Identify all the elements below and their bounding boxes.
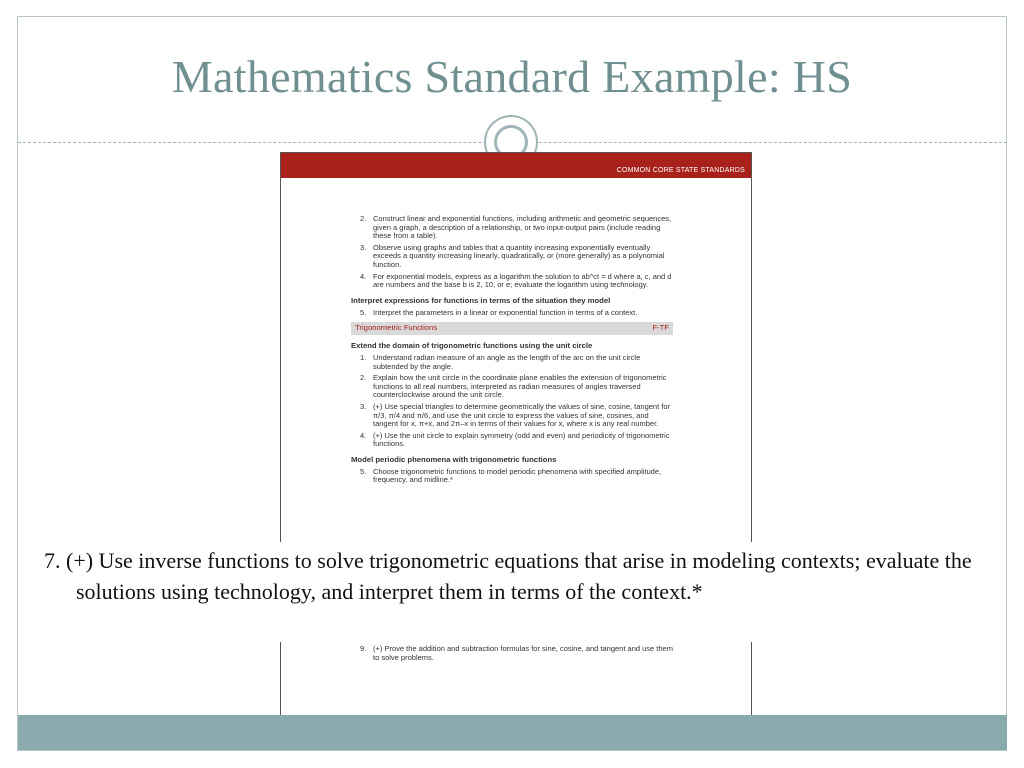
list-item [351, 309, 673, 318]
item-number: 3. [360, 242, 367, 252]
item-number: 9. [360, 644, 367, 653]
list-item [351, 374, 673, 400]
list-item [351, 432, 673, 449]
item-number: 4. [360, 271, 367, 281]
item-number: 5. [360, 307, 367, 317]
list-item [351, 244, 673, 270]
section-heading: Extend the domain of trigonometric functions using the unit circle [351, 340, 593, 350]
item-text: (+) Use special triangles to determine geometrically the values of sine, cosine, tangent for π/3, π/4 and π/6, and use the unit circle to express the values of sine, cosines, and tangent for x, π+x, and 2π–x in terms of their values for x, where x is any real number. [373, 401, 671, 429]
callout-text: 7. (+) Use inverse functions to solve trigonometric equations that arise in modeling contexts; evaluate the solutions using technology, and interpret them in terms of the context.* [44, 548, 972, 604]
document-header-label: COMMON CORE STATE STANDARDS [616, 167, 745, 174]
footer-bar [18, 715, 1007, 750]
document-header [281, 153, 751, 178]
slide-title: Mathematics Standard Example: HS [171, 51, 853, 102]
domain-band [351, 322, 673, 335]
item-number: 3. [360, 401, 367, 411]
list-item [351, 273, 673, 290]
item-text: Explain how the unit circle in the coordinate plane enables the extension of trigonometric functions to all real numbers, interpreted as radian measures of angles traversed counterclockwise around the unit circle. [373, 373, 667, 400]
item-number: 2. [360, 214, 367, 223]
item-number: 2. [360, 373, 367, 383]
document-body [351, 215, 673, 488]
domain-label: Trigonometric Functions [355, 323, 438, 333]
standard-callout [36, 542, 986, 642]
list-item [351, 645, 673, 662]
item-text: Interpret the parameters in a linear or exponential function in terms of a context. [373, 307, 638, 317]
item-text: Understand radian measure of an angle as the length of the arc on the unit circle subtended by the angle. [373, 352, 641, 371]
list-item [351, 403, 673, 429]
item-number: 1. [360, 352, 367, 362]
section-heading: Model periodic phenomena with trigonometric functions [351, 454, 557, 464]
document-bottom [351, 645, 673, 665]
item-text: (+) Use the unit circle to explain symmetry (odd and even) and periodicity of trigonometric functions. [373, 430, 670, 449]
list-item [351, 354, 673, 371]
item-text: Construct linear and exponential functions, including arithmetic and geometric sequences, given a graph, a description of a relationship, or two input-output pairs (include reading these from a table). [373, 214, 672, 241]
item-text: (+) Prove the addition and subtraction formulas for sine, cosine, and tangent and use them to solve problems. [373, 644, 673, 662]
item-text: Observe using graphs and tables that a quantity increasing exponentially eventually exceeds a quantity increasing linearly, quadratically, or (more generally) as a polynomial function. [373, 242, 665, 269]
list-item [351, 468, 673, 485]
item-text: Choose trigonometric functions to model periodic phenomena with specified amplitude, frequency, and midline.* [373, 466, 662, 485]
item-text: For exponential models, express as a logarithm the solution to ab^ct = d where a, c, and d are numbers and the base b is 2, 10, or e; evaluate the logarithm using technology. [373, 271, 672, 290]
section-heading: Interpret expressions for functions in terms of the situation they model [351, 295, 611, 305]
domain-code: F-TF [652, 323, 669, 333]
list-item [351, 215, 673, 241]
item-number: 5. [360, 466, 367, 476]
item-number: 4. [360, 430, 367, 440]
